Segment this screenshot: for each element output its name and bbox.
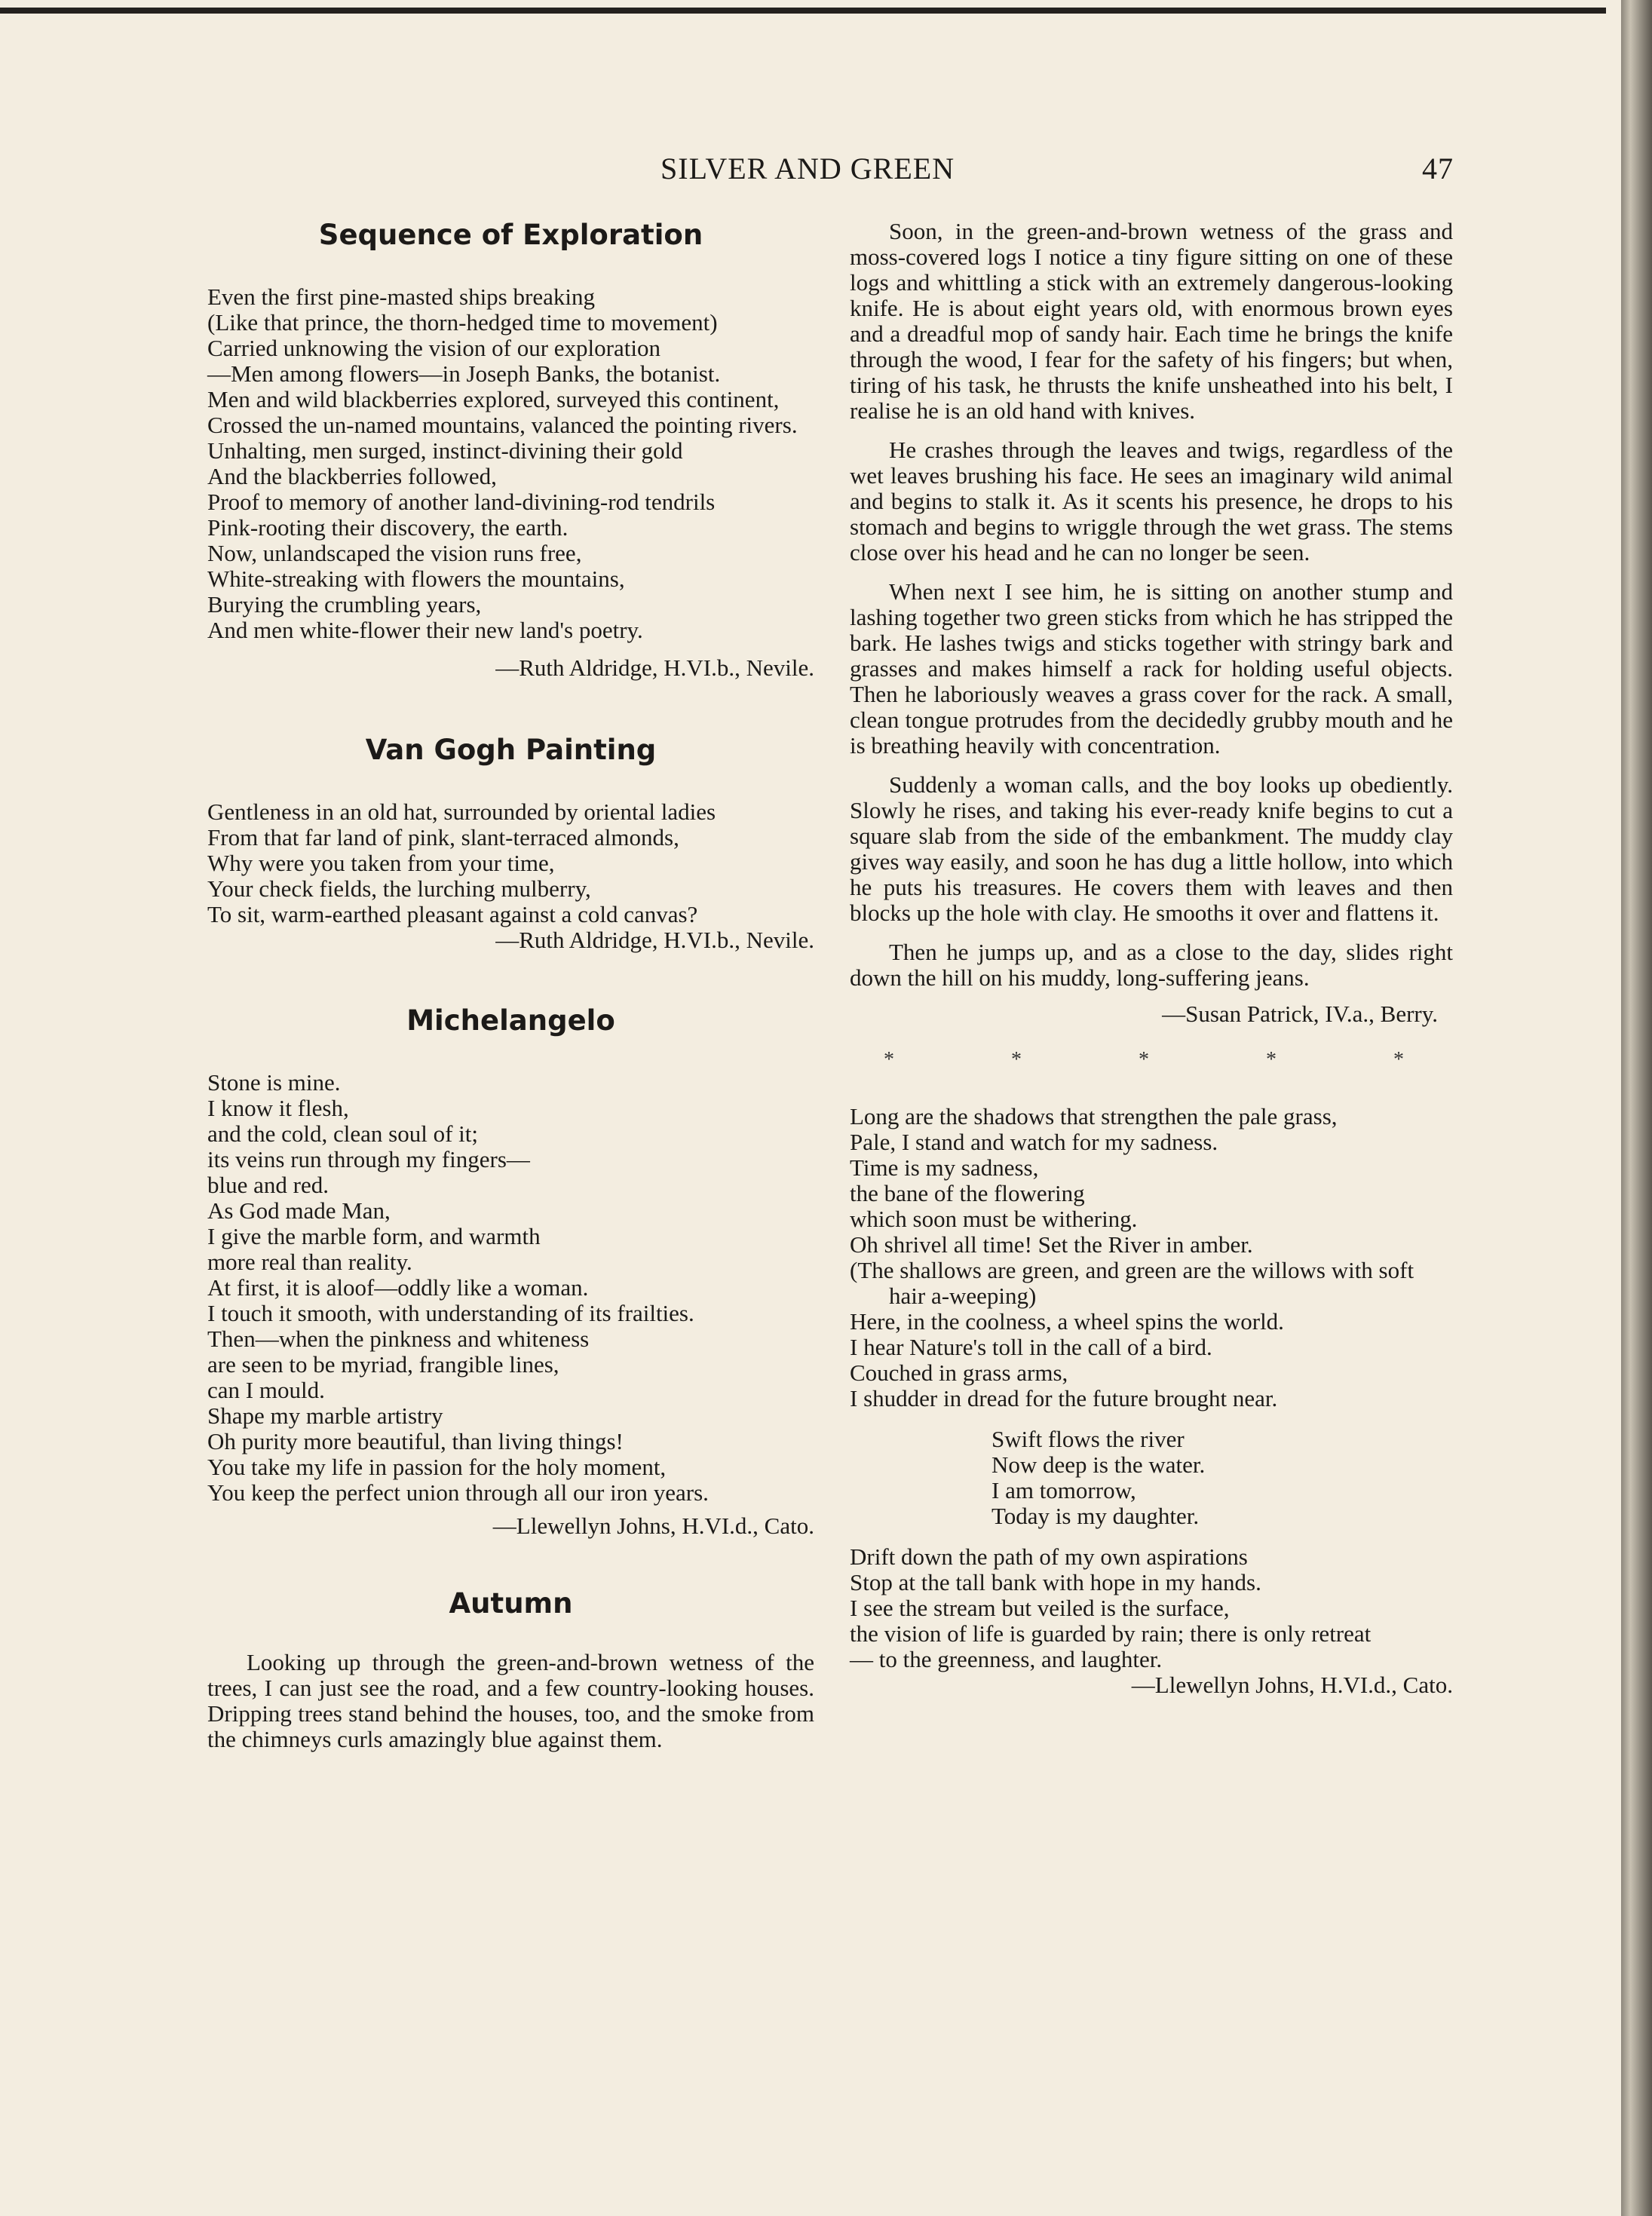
poem-line: I hear Nature's toll in the call of a bird. xyxy=(850,1334,1212,1360)
poem-line: blue and red. xyxy=(207,1172,329,1198)
poem-line: Drift down the path of my own aspirations xyxy=(850,1543,1248,1570)
author-credit: —Ruth Aldridge, H.VI.b., Nevile. xyxy=(495,927,814,953)
page-edge xyxy=(1621,0,1652,2216)
prose-paragraph: Then he jumps up, and as a close to the day, slides right down the hill on his muddy, long-suffering jeans. xyxy=(850,939,1453,991)
page-header xyxy=(0,151,1606,193)
poem-line: are seen to be myriad, frangible lines, xyxy=(207,1351,559,1378)
untitled-poem-stanza-3 xyxy=(850,1544,1453,1672)
poem-michelangelo xyxy=(207,1070,814,1506)
poem-line: To sit, warm-earthed pleasant against a cold canvas? xyxy=(207,901,698,927)
untitled-poem-stanza-2 xyxy=(850,1427,1453,1529)
poem-line: Why were you taken from your time, xyxy=(207,850,555,876)
poem-line: Pale, I stand and watch for my sadness. xyxy=(850,1129,1218,1155)
poem-line: Now deep is the water. xyxy=(992,1451,1206,1478)
poem-line: Couched in grass arms, xyxy=(850,1359,1068,1386)
poem-line: Your check fields, the lurching mulberry, xyxy=(207,875,591,902)
section-separator xyxy=(850,1048,1453,1072)
poem-line: can I mould. xyxy=(207,1377,325,1403)
poem-title-sequence: Sequence of Exploration xyxy=(318,219,703,251)
prose-paragraph: Suddenly a woman calls, and the boy looks up obediently. Slowly he rises, and taking his ever-ready knife begins to cut a square slab from the side of the embankment. The muddy clay gives way easily, and soon he has dug a little hollow, into which he puts his treasures. He covers them with leaves and then blocks up the hole with clay. He smooths it over and flattens it. xyxy=(850,771,1453,926)
poem-line: And men white-flower their new land's poetry. xyxy=(207,617,643,643)
poem-line: From that far land of pink, slant-terraced almonds, xyxy=(207,824,679,851)
prose-paragraph: Soon, in the green-and-brown wetness of the grass and moss-covered logs I notice a tiny figure sitting on one of these logs and whittling a stick with an extremely dangerous-looking knife. He is about eight years old, with enormous brown eyes and a dreadful mop of sandy hair. Each time he brings the knife through the wood, I fear for the safety of his fingers; but when, tiring of his task, he thrusts the knife unsheathed into his belt, I realise he is an old hand with knives. xyxy=(850,218,1453,424)
poem-line: As God made Man, xyxy=(207,1197,391,1224)
poem-line: White-streaking with flowers the mountains, xyxy=(207,565,625,592)
prose-paragraph: Looking up through the green-and-brown wetness of the trees, I can just see the road, and a few country-looking houses. Dripping trees stand behind the houses, too, and the smoke from the chimneys curls amazingly blue against them. xyxy=(207,1649,814,1752)
separator-star: * xyxy=(1011,1048,1022,1071)
poem-line: which soon must be withering. xyxy=(850,1206,1138,1232)
poem-line: (The shallows are green, and green are the willows with soft hair a-weeping) xyxy=(850,1257,1414,1309)
author-credit: —Llewellyn Johns, H.VI.d., Cato. xyxy=(492,1513,814,1539)
prose-paragraph: When next I see him, he is sitting on another stump and lashing together two green sticks from which he has stripped the bark. He lashes twigs and sticks together with stringy bark and grasses and makes himself a rack for holding useful objects. Then he laboriously weaves a grass cover for the rack. A small, clean tongue protrudes from the decidedly grubby mouth and he is breathing heavily with concentration. xyxy=(850,578,1453,759)
poem-line: I give the marble form, and warmth xyxy=(207,1223,541,1249)
poem-line: Burying the crumbling years, xyxy=(207,591,482,618)
poem-line: You take my life in passion for the holy moment, xyxy=(207,1454,667,1480)
poem-line: Long are the shadows that strengthen the pale grass, xyxy=(850,1103,1338,1129)
poem-line: And the blackberries followed, xyxy=(207,463,497,489)
poem-line: more real than reality. xyxy=(207,1249,412,1275)
poem-line: its veins run through my fingers— xyxy=(207,1146,530,1172)
poem-line: I know it flesh, xyxy=(207,1095,349,1121)
poem-line: I see the stream but veiled is the surface, xyxy=(850,1595,1230,1621)
prose-paragraph: He crashes through the leaves and twigs, regardless of the wet leaves brushing his face. He sees an imaginary wild animal and begins to stalk it. As it scents his presence, he drops to his stomach and begins to wriggle through the wet grass. The stems close over his head and he can no longer be seen. xyxy=(850,437,1453,565)
poem-line: the vision of life is guarded by rain; there is only retreat xyxy=(850,1620,1372,1647)
poem-line: Stop at the tall bank with hope in my hands. xyxy=(850,1569,1261,1595)
top-rule xyxy=(0,8,1606,14)
poem-line: Swift flows the river xyxy=(992,1426,1185,1452)
poem-line: At first, it is aloof—oddly like a woman. xyxy=(207,1274,589,1301)
left-column xyxy=(207,219,814,1752)
poem-line: Men and wild blackberries explored, surveyed this continent, xyxy=(207,386,780,412)
poem-line: — to the greenness, and laughter. xyxy=(850,1646,1163,1672)
separator-star: * xyxy=(1393,1048,1404,1071)
separator-star: * xyxy=(884,1048,894,1071)
poem-line: Shape my marble artistry xyxy=(207,1402,443,1429)
poem-line: Oh shrivel all time! Set the River in amber. xyxy=(850,1231,1253,1258)
poem-line: Pink-rooting their discovery, the earth. xyxy=(207,514,569,541)
poem-line: Time is my sadness, xyxy=(850,1154,1039,1181)
poem-line: I shudder in dread for the future brought near. xyxy=(850,1385,1278,1411)
prose-title-autumn: Autumn xyxy=(449,1587,573,1620)
poem-van-gogh-painting xyxy=(207,799,814,927)
poem-line: Now, unlandscaped the vision runs free, xyxy=(207,540,582,566)
page-number: 47 xyxy=(1422,152,1454,185)
poem-line: Oh purity more beautiful, than living things! xyxy=(207,1428,624,1454)
poem-title-van-gogh: Van Gogh Painting xyxy=(365,734,657,766)
right-column xyxy=(850,219,1453,1698)
running-title: SILVER AND GREEN xyxy=(660,152,955,185)
poem-line: Crossed the un-named mountains, valanced the pointing rivers. xyxy=(207,412,798,438)
poem-line: Today is my daughter. xyxy=(992,1503,1200,1529)
poem-sequence-of-exploration xyxy=(207,284,814,643)
poem-line: I am tomorrow, xyxy=(992,1477,1136,1503)
poem-title-michelangelo: Michelangelo xyxy=(406,1004,615,1037)
poem-line: Then—when the pinkness and whiteness xyxy=(207,1326,590,1352)
poem-line: You keep the perfect union through all our iron years. xyxy=(207,1479,709,1506)
poem-line: Proof to memory of another land-divining-rod tendrils xyxy=(207,489,716,515)
poem-line: Unhalting, men surged, instinct-divining their gold xyxy=(207,437,683,464)
poem-line: and the cold, clean soul of it; xyxy=(207,1120,478,1147)
poem-line: Here, in the coolness, a wheel spins the world. xyxy=(850,1308,1284,1335)
poem-line: Carried unknowing the vision of our exploration xyxy=(207,335,660,361)
author-credit: —Susan Patrick, IV.a., Berry. xyxy=(1162,1001,1438,1027)
poem-line: Stone is mine. xyxy=(207,1069,341,1096)
author-credit: —Ruth Aldridge, H.VI.b., Nevile. xyxy=(495,654,814,681)
poem-line: I touch it smooth, with understanding of its frailties. xyxy=(207,1300,694,1326)
untitled-poem-stanza-1 xyxy=(850,1104,1453,1411)
separator-star: * xyxy=(1139,1048,1149,1071)
author-credit: —Llewellyn Johns, H.VI.d., Cato. xyxy=(1131,1672,1453,1698)
separator-star: * xyxy=(1266,1048,1277,1071)
poem-line: —Men among flowers—in Joseph Banks, the botanist. xyxy=(207,360,721,387)
poem-line: Even the first pine-masted ships breaking xyxy=(207,284,595,310)
poem-line: (Like that prince, the thorn-hedged time to movement) xyxy=(207,309,718,336)
poem-line: the bane of the flowering xyxy=(850,1180,1085,1206)
poem-line: Gentleness in an old hat, surrounded by oriental ladies xyxy=(207,798,716,825)
